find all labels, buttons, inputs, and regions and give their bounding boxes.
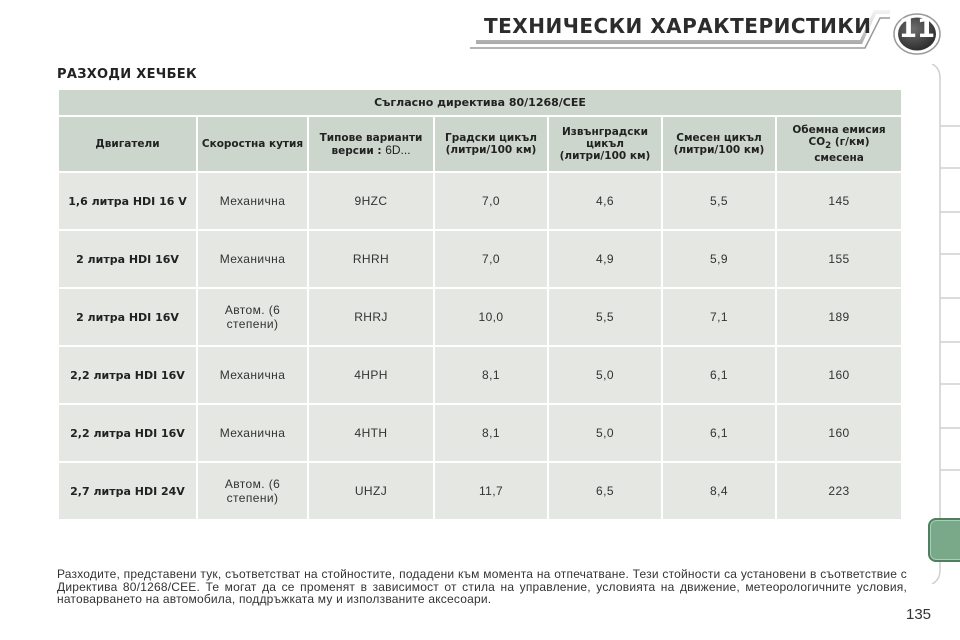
cell-version: 9HZC [309, 173, 433, 229]
table-row [59, 289, 901, 345]
cell-combined: 5,9 [663, 231, 775, 287]
cell-combined: 6,1 [663, 405, 775, 461]
cell-engine: 2,2 литра HDI 16V [59, 347, 196, 403]
table-row [59, 405, 901, 461]
cell-gearbox: Механична [198, 173, 307, 229]
page-number: 135 [906, 606, 932, 623]
cell-combined: 8,4 [663, 463, 775, 519]
column-header-gearbox: Скоростна кутия [198, 117, 307, 171]
cell-co2: 189 [777, 289, 901, 345]
cell-urban: 8,1 [435, 405, 547, 461]
cell-engine: 2 литра HDI 16V [59, 289, 196, 345]
cell-urban: 7,0 [435, 173, 547, 229]
cell-engine: 2 литра HDI 16V [59, 231, 196, 287]
section-title: РАЗХОДИ ХЕЧБЕК [57, 67, 197, 82]
cell-extra-urban: 4,9 [549, 231, 661, 287]
footnote-text: Разходите, представени тук, съответстват на стойностите, подадени към момента на отпечатване. Тези стойности са установени в съответствие с Директива 80/1268/CEE. Те могат да се променят в зависимост от стила на управление, условията на движение, метеорологичните условия, натоварването на автомобила, поддръжката му и използваните аксесоари. [57, 567, 907, 606]
cell-version: RHRJ [309, 289, 433, 345]
co2-header-co: CO [808, 135, 826, 148]
cell-version: 4HTH [309, 405, 433, 461]
cell-co2: 145 [777, 173, 901, 229]
column-header-extra-urban: Извънградски цикъл (литри/100 км) [549, 117, 661, 171]
cell-urban: 11,7 [435, 463, 547, 519]
column-header-engines: Двигатели [59, 117, 196, 171]
cell-co2: 160 [777, 405, 901, 461]
consumption-table-wrapper [57, 88, 903, 521]
directive-header: Съгласно директива 80/1268/CEE [59, 90, 901, 115]
table-directive-row [59, 90, 901, 115]
cell-combined: 7,1 [663, 289, 775, 345]
cell-extra-urban: 5,0 [549, 405, 661, 461]
cell-gearbox: Механична [198, 231, 307, 287]
cell-extra-urban: 5,0 [549, 347, 661, 403]
cell-gearbox: Автом. (6 степени) [198, 463, 307, 519]
cell-engine: 2,7 литра HDI 24V [59, 463, 196, 519]
page-header-title: ТЕХНИЧЕСКИ ХАРАКТЕРИСТИКИ [484, 14, 872, 38]
cell-co2: 155 [777, 231, 901, 287]
cell-engine: 1,6 литра HDI 16 V [59, 173, 196, 229]
cell-version: 4HPH [309, 347, 433, 403]
cell-combined: 5,5 [663, 173, 775, 229]
column-header-combined: Смесен цикъл (литри/100 км) [663, 117, 775, 171]
co2-header-line3: смесена [814, 152, 864, 165]
table-row [59, 173, 901, 229]
consumption-table [57, 88, 903, 521]
cell-engine: 2,2 литра HDI 16V [59, 405, 196, 461]
cell-gearbox: Автом. (6 степени) [198, 289, 307, 345]
cell-extra-urban: 4,6 [549, 173, 661, 229]
table-header-row [59, 117, 901, 171]
type-versions-value: 6D... [385, 142, 411, 157]
cell-co2: 160 [777, 347, 901, 403]
cell-gearbox: Механична [198, 347, 307, 403]
cell-version: RHRH [309, 231, 433, 287]
chapter-number: 11 [898, 14, 936, 44]
co2-header-sub: 2 [825, 141, 832, 152]
side-tab-active[interactable] [928, 518, 960, 562]
table-row [59, 347, 901, 403]
cell-urban: 8,1 [435, 347, 547, 403]
column-header-urban: Градски цикъл (литри/100 км) [435, 117, 547, 171]
cell-gearbox: Механична [198, 405, 307, 461]
column-header-co2 [777, 117, 901, 171]
cell-version: UHZJ [309, 463, 433, 519]
type-versions-label: Типове варианти версии : [319, 131, 423, 157]
co2-header-unit: (г/км) [834, 135, 870, 148]
cell-extra-urban: 6,5 [549, 463, 661, 519]
table-row [59, 231, 901, 287]
side-tab-strip [926, 64, 960, 584]
cell-urban: 7,0 [435, 231, 547, 287]
cell-co2: 223 [777, 463, 901, 519]
cell-combined: 6,1 [663, 347, 775, 403]
cell-extra-urban: 5,5 [549, 289, 661, 345]
column-header-type-versions [309, 117, 433, 171]
cell-urban: 10,0 [435, 289, 547, 345]
co2-header-line1: Обемна емисия [792, 123, 886, 136]
table-row [59, 463, 901, 519]
